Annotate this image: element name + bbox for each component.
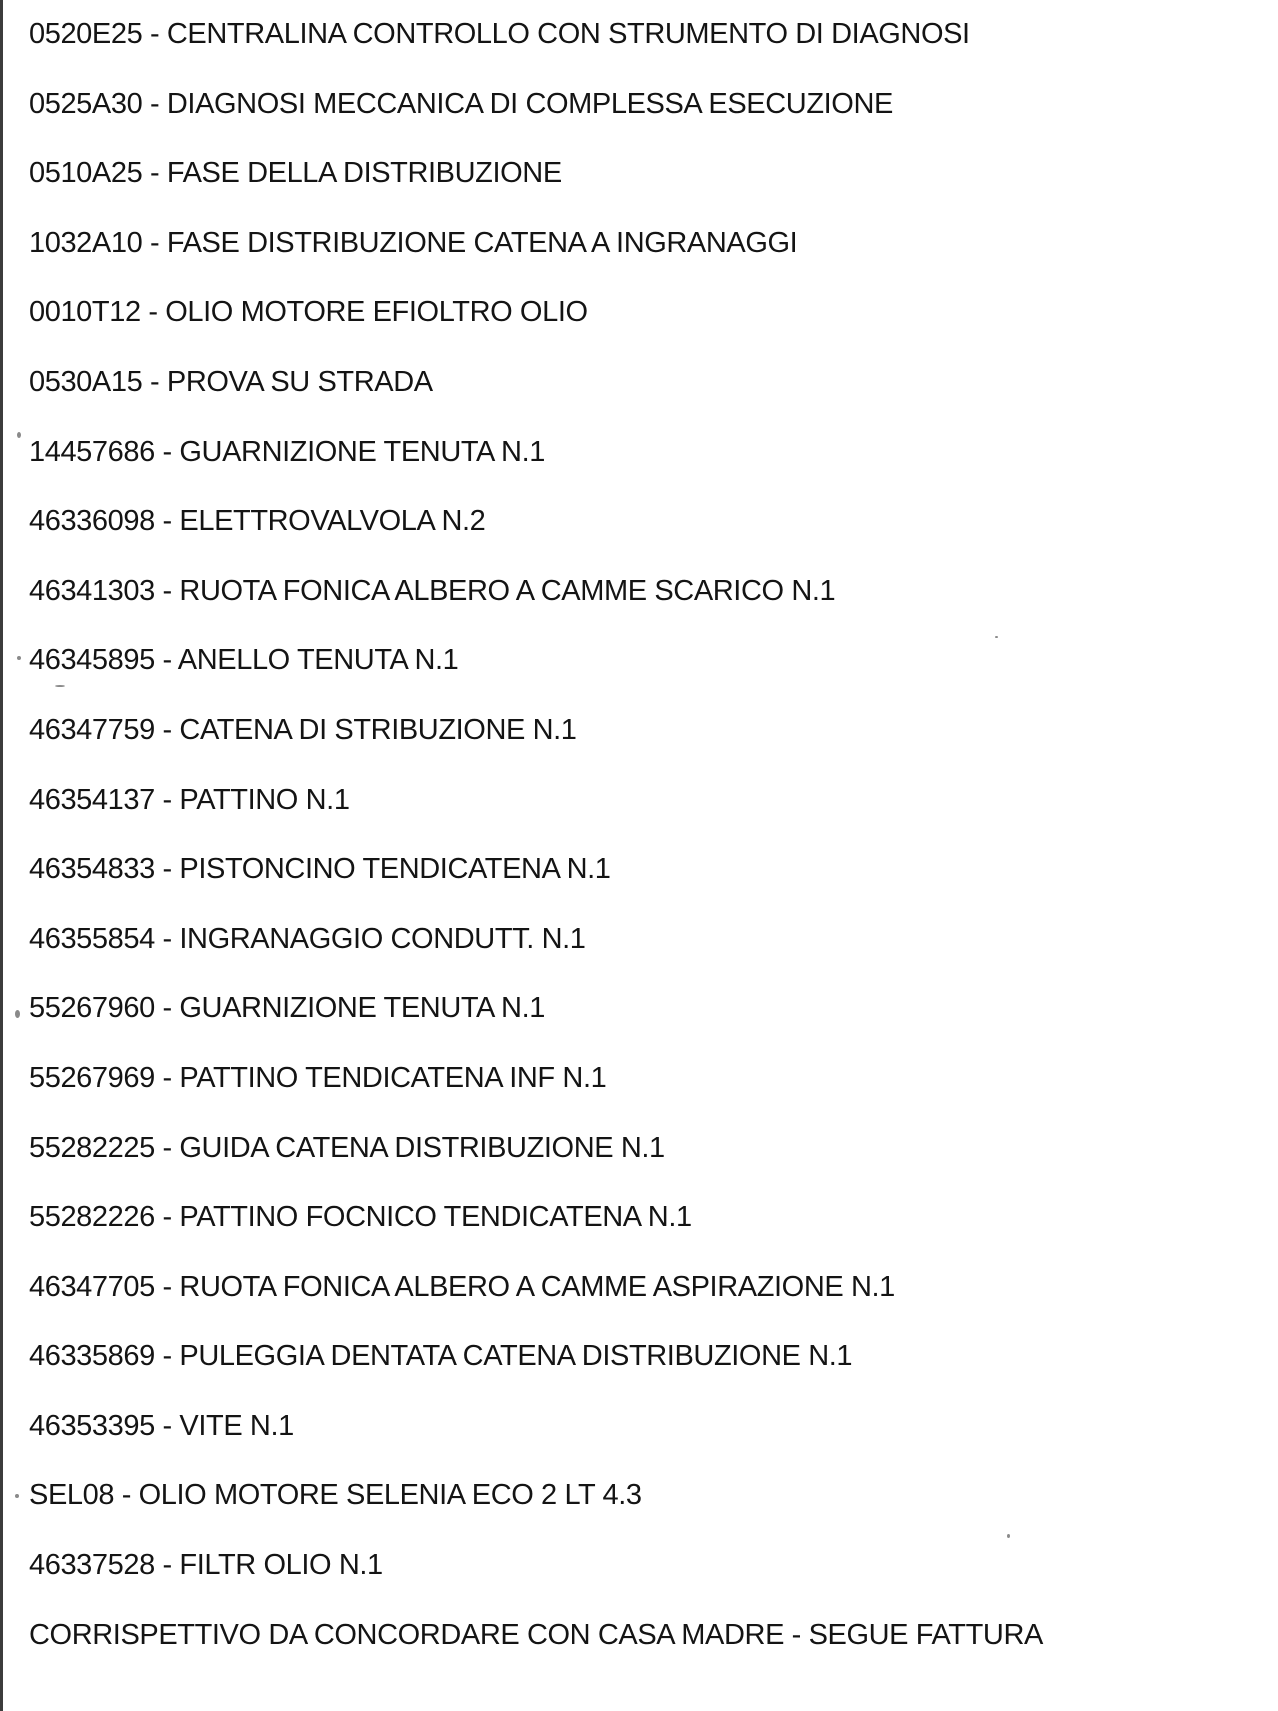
line-item: 55267969 - PATTINO TENDICATENA INF N.1 [29,1061,607,1094]
invoice-line-list [29,8,1258,1678]
scan-speck [55,685,65,687]
scan-speck [15,1010,20,1018]
line-item: SEL08 - OLIO MOTORE SELENIA ECO 2 LT 4.3 [29,1479,642,1512]
line-item: 55282226 - PATTINO FOCNICO TENDICATENA N.1 [29,1201,692,1234]
scan-speck [17,432,21,438]
line-item: 46347705 - RUOTA FONICA ALBERO A CAMME ASPIRAZIONE N.1 [29,1270,895,1303]
line-item: CORRISPETTIVO DA CONCORDARE CON CASA MADRE - SEGUE FATTURA [29,1618,1043,1651]
line-item: 46355854 - INGRANAGGIO CONDUTT. N.1 [29,922,586,955]
line-item: 46354137 - PATTINO N.1 [29,783,350,816]
line-item: 1032A10 - FASE DISTRIBUZIONE CATENA A INGRANAGGI [29,226,798,259]
line-item: 46341303 - RUOTA FONICA ALBERO A CAMME SCARICO N.1 [29,574,836,607]
line-item: 46353395 - VITE N.1 [29,1409,294,1442]
line-item: 0520E25 - CENTRALINA CONTROLLO CON STRUMENTO DI DIAGNOSI [29,18,970,50]
line-item: 55267960 - GUARNIZIONE TENUTA N.1 [29,992,545,1025]
line-item: 0510A25 - FASE DELLA DISTRIBUZIONE [29,157,562,190]
line-item: 46335869 - PULEGGIA DENTATA CATENA DISTRIBUZIONE N.1 [29,1340,853,1373]
line-item: 46347759 - CATENA DI STRIBUZIONE N.1 [29,713,577,746]
line-item: 46337528 - FILTR OLIO N.1 [29,1549,383,1582]
scan-speck [1007,1534,1010,1538]
line-item: 46354833 - PISTONCINO TENDICATENA N.1 [29,853,611,886]
scan-speck [15,1494,19,1498]
line-item: 46345895 - ANELLO TENUTA N.1 [29,644,459,677]
line-item: 0525A30 - DIAGNOSI MECCANICA DI COMPLESSA ESECUZIONE [29,87,893,120]
line-item: 14457686 - GUARNIZIONE TENUTA N.1 [29,435,545,468]
line-item: 55282225 - GUIDA CATENA DISTRIBUZIONE N.1 [29,1131,665,1164]
scan-speck [17,656,21,660]
line-item: 0530A15 - PROVA SU STRADA [29,365,433,398]
line-item: 46336098 - ELETTROVALVOLA N.2 [29,505,486,538]
line-item: 0010T12 - OLIO MOTORE EFIOLTRO OLIO [29,296,588,329]
scan-speck [995,636,998,638]
